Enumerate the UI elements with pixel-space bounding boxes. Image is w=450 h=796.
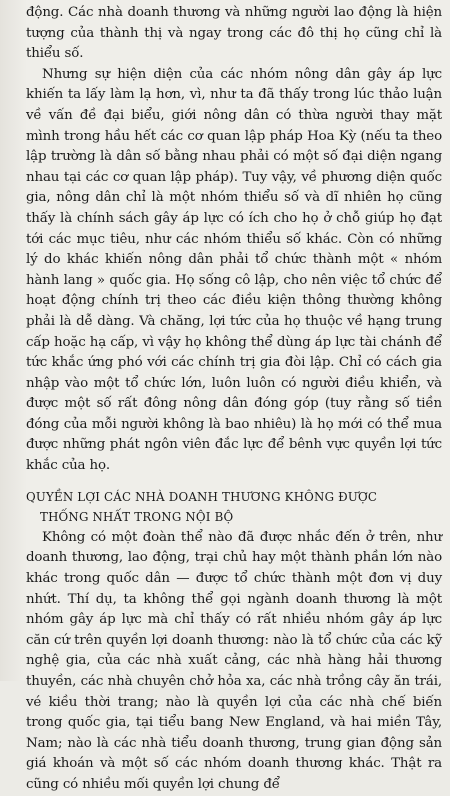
section-heading-line-1: QUYỀN LỢI CÁC NHÀ DOANH THƯƠNG KHÔNG ĐƯỢC <box>26 489 378 504</box>
section-gap <box>26 477 442 487</box>
paragraph-1: động. Các nhà doanh thương và những người lao động là hiện tượng của thành thị và ngay trong các đô thị họ cũng chỉ là thiểu số. <box>26 5 442 62</box>
section-heading <box>26 487 442 528</box>
paragraph-2: Nhưng sự hiện diện của các nhóm nông dân gây áp lực khiến ta lấy làm lạ hơn, vì, như ta đã thấy trong lúc thảo luận về vấn đề đại biểu, giới nông dân có thừa người thay mặt mình trong hầu hết các cơ quan lập pháp Hoa Kỳ (nếu ta theo lập trường là dân số bằng nhau phải có một số đại diện ngang nhau tại các cơ quan lập pháp). Tuy vậy, về phương diện quốc gia, nông dân chỉ là một nhóm thiểu số và dĩ nhiên họ cũng thấy là chính sách gây áp lực có ích cho họ ở chỗ giúp họ đạt tới các mục tiêu, như các nhóm thiểu số khác. Còn có những lý do khác khiến nông dân phải tổ chức thành một « nhóm hành lang » quốc gia. Họ sống cô lập, cho nên việc tổ chức để hoạt động chính trị theo các điều kiện thông thường không phải là dễ dàng. Và chăng, lợi tức của họ thuộc về hạng trung cấp hoặc hạ cấp, vì vậy họ không thể dùng áp lực tài chánh để tức khắc ứng phó với các chính trị gia đòi lập. Chỉ có cách gia nhập vào một tổ chức lớn, luôn luôn có người điều khiển, và được một số rất đông nông dân đóng góp (tuy rằng số tiền đóng của mỗi người không là bao nhiêu) là họ mới có thể mua được những phát ngôn viên đắc lực để bênh vực quyền lợi tức khắc của họ. <box>26 66 442 474</box>
paragraph-3: Không có một đoàn thể nào đã được nhắc đến ở trên, như doanh thương, lao động, trại chủ hay một thành phần lớn nào khác trong quốc dân — được tổ chức thành một đơn vị duy nhứt. Thí dụ, ta không thể gọi ngành doanh thương là một nhóm gây áp lực mà chỉ thấy có rất nhiều nhóm gây áp lực căn cứ trên quyền lợi doanh thương: nào là tổ chức của các kỹ nghệ gia, của các nhà xuất cảng, các nhà hàng hải thương thuyền, các nhà chuyên chở hỏa xa, các nhà trồng cây ăn trái, vé kiều thời trang; nào là quyền lợi của các nhà chế biến trong quốc gia, tại tiểu bang New England, và hai miền Tây, Nam; nào là các nhà tiểu doanh thương, trung gian động sản giá khoán và một số các nhóm doanh thương khác. Thật ra cũng có nhiều mối quyền lợi chung để <box>26 529 442 792</box>
section-heading-line-2: THỐNG NHẤT TRONG NỘI BỘ <box>40 510 234 525</box>
